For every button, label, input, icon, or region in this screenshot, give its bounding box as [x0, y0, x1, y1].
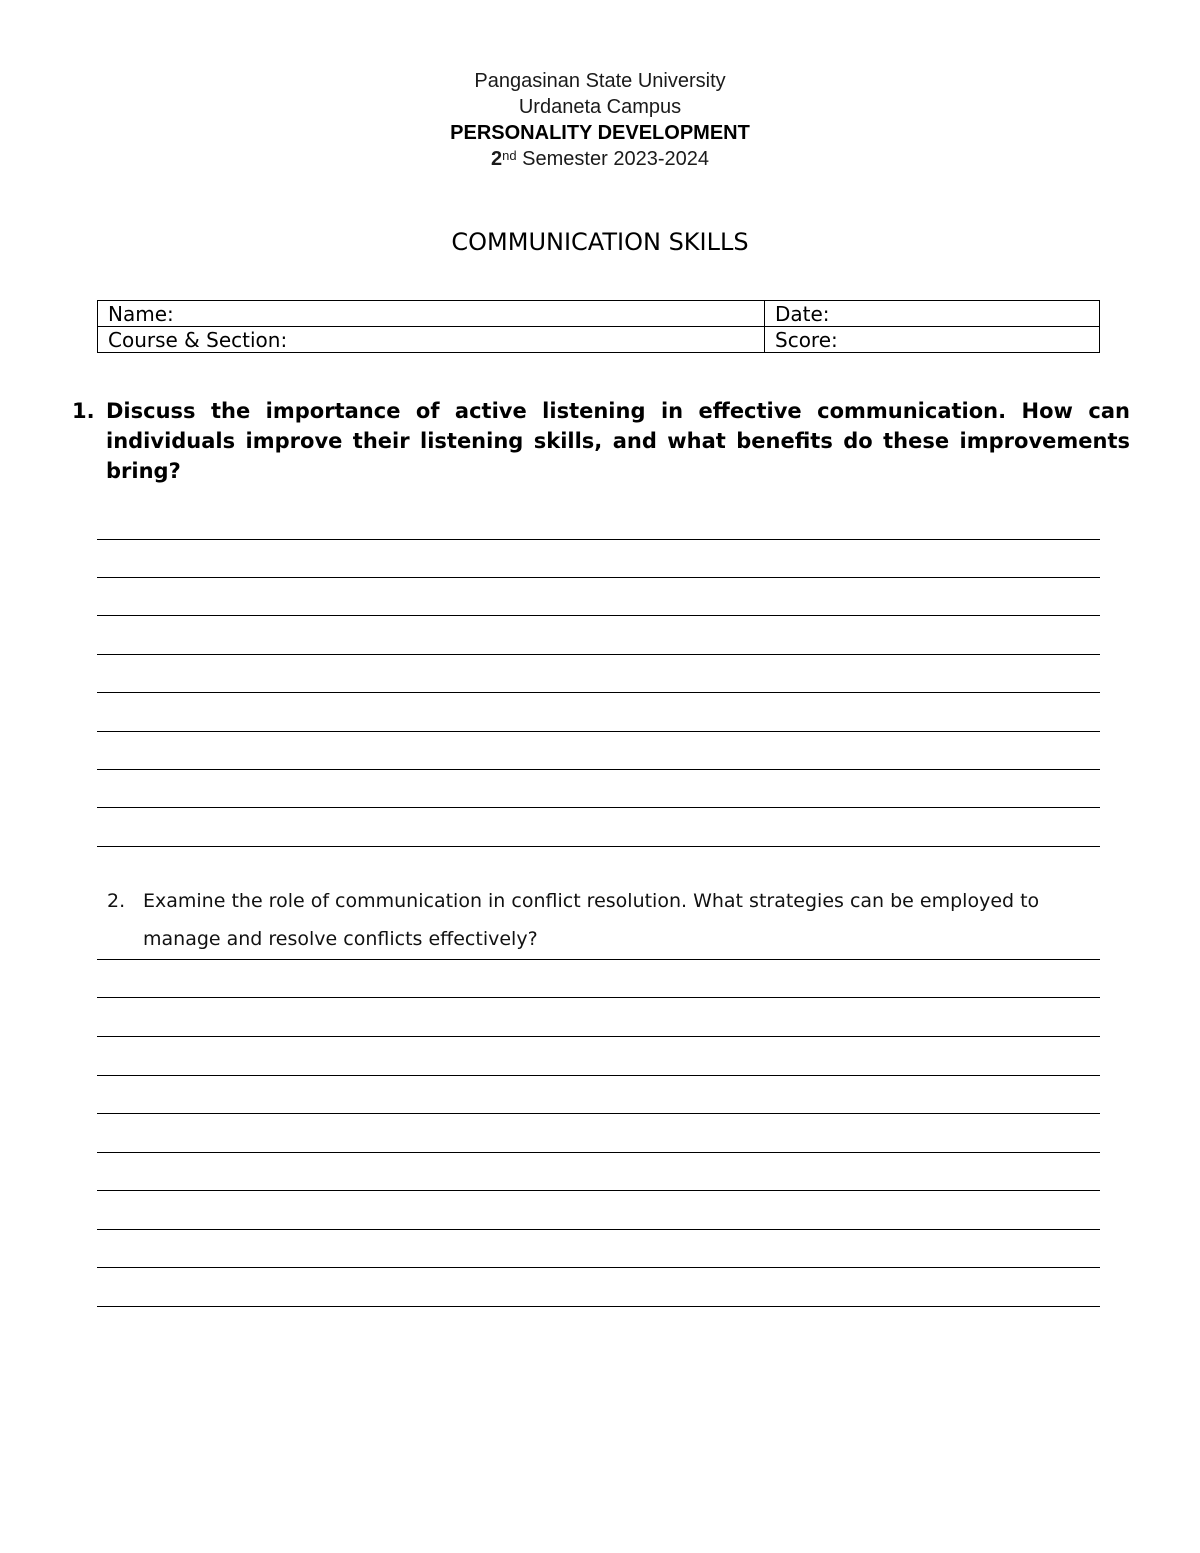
answer-line-1[interactable] — [97, 769, 1100, 770]
worksheet-title: COMMUNICATION SKILLS — [451, 228, 749, 256]
name-field[interactable]: Name: — [98, 301, 765, 327]
semester-suffix: nd — [502, 148, 517, 163]
answer-line-1[interactable] — [97, 846, 1100, 847]
answer-line-1[interactable] — [97, 807, 1100, 808]
course-title: PERSONALITY DEVELOPMENT — [450, 122, 750, 144]
info-row-2 — [98, 327, 1100, 353]
answer-line-1[interactable] — [97, 654, 1100, 655]
question-1 — [72, 396, 1130, 486]
score-field[interactable]: Score: — [765, 327, 1100, 353]
question-2-text: Examine the role of communication in conflict resolution. What strategies can be employed to manage and resolve conflicts effectively? — [143, 890, 1040, 950]
answer-line-2[interactable] — [97, 997, 1100, 998]
answer-line-1[interactable] — [97, 577, 1100, 578]
answer-line-2[interactable] — [97, 1036, 1100, 1037]
campus-name: Urdaneta Campus — [518, 96, 682, 118]
question-1-text: Discuss the importance of active listening in effective communication. How can individuals improve their listening skills, and what benefits do these improvements bring? — [106, 399, 1130, 483]
document-header — [0, 68, 1200, 172]
student-info-table — [97, 300, 1100, 353]
answer-line-2[interactable] — [97, 1267, 1100, 1268]
question-2 — [107, 882, 1067, 958]
answer-line-2[interactable] — [97, 1229, 1100, 1230]
semester — [0, 146, 1200, 172]
answer-line-2[interactable] — [97, 959, 1100, 960]
semester-text: Semester 2023-2024 — [516, 148, 709, 170]
answer-line-2[interactable] — [97, 1306, 1100, 1307]
answer-line-2[interactable] — [97, 1075, 1100, 1076]
course-section-field[interactable]: Course & Section: — [98, 327, 765, 353]
question-1-number: 1. — [72, 399, 95, 423]
answer-line-2[interactable] — [97, 1190, 1100, 1191]
answer-line-1[interactable] — [97, 539, 1100, 540]
answer-line-1[interactable] — [97, 731, 1100, 732]
date-field[interactable]: Date: — [765, 301, 1100, 327]
question-2-number: 2. — [107, 890, 126, 912]
answer-line-1[interactable] — [97, 615, 1100, 616]
answer-line-1[interactable] — [97, 692, 1100, 693]
answer-line-2[interactable] — [97, 1113, 1100, 1114]
info-row-1 — [98, 301, 1100, 327]
answer-line-2[interactable] — [97, 1152, 1100, 1153]
semester-number: 2 — [491, 148, 503, 170]
university-name: Pangasinan State University — [474, 70, 726, 92]
